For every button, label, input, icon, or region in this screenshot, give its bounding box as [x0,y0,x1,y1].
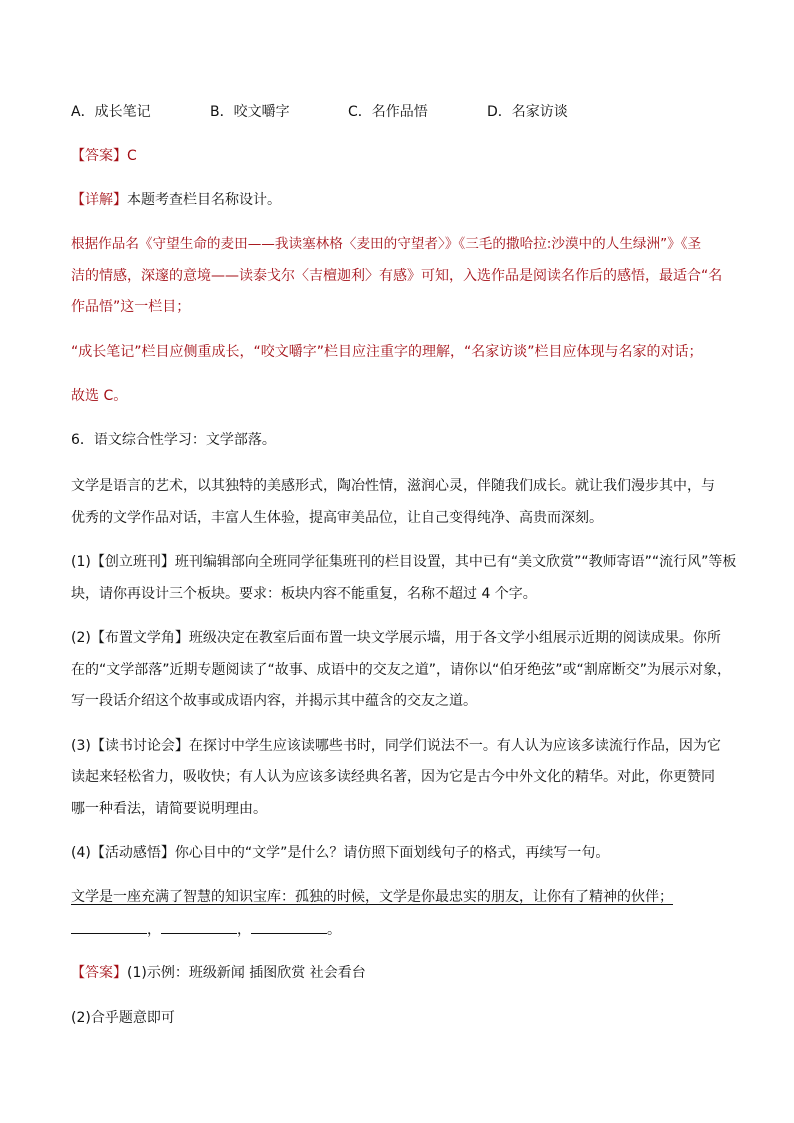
blank-line [71,919,341,940]
explanation-line-4: “成长笔记”栏目应侧重成长，“咬文嚼字”栏目应注重字的理解，“名家访谈”栏目应体现与名家的对话； [71,344,703,360]
subquestion-3-line-1: (3)【读书讨论会】在探讨中学生应该读哪些书时，同学们说法不一。有人认为应该多读流行作品，因为它 [71,738,721,754]
option-c: C．名作品悟 [348,104,428,120]
answer-blank-3 [251,919,327,934]
answer-line-1 [71,146,137,166]
explanation-line-2: 洁的情感，深邃的意境——读泰戈尔〈吉檀迦利〉有感》可知，入选作品是阅读名作后的感悟，最适合“名 [71,268,723,284]
subquestion-2-line-2: 在的“文学部落”近期专题阅读了“故事、成语中的交友之道”，请你以“伯牙绝弦”或“割席断交”为展示对象， [71,662,732,678]
question-6-title: 6．语文综合性学习：文学部落。 [71,432,276,448]
explanation-line-3: 作品悟”这一栏目； [71,299,191,315]
explanation-line-1: 根据作品名《守望生命的麦田——我读塞林格〈麦田的守望者〉》《三毛的撒哈拉:沙漠中的人生绿洲”》《圣 [71,236,702,252]
subquestion-1-line-1: (1)【创立班刊】班刊编辑部向全班同学征集班刊的栏目设置，其中已有“美文欣赏”“教师寄语”“流行风”等板 [71,554,737,570]
detail-line [71,190,281,210]
blank-comma-2: ， [237,922,251,938]
detail-tag: 【详解】 [71,192,127,208]
subquestion-4-line-1: (4)【活动感悟】你心目中的“文学”是什么？请仿照下面划线句子的格式，再续写一句。 [71,845,610,861]
answer-blank-1 [71,919,147,934]
explanation-line-5: 故选 C。 [71,388,128,404]
subquestion-2-line-1: (2)【布置文学角】班级决定在教室后面布置一块文学展示墙，用于各文学小组展示近期的阅读成果。你所 [71,630,721,646]
answer-line-2 [71,963,366,983]
blank-period: 。 [327,922,341,938]
option-b: B．咬文嚼字 [210,104,290,120]
subquestion-2-line-3: 写一段话介绍这个故事或成语内容，并揭示其中蕴含的交友之道。 [71,693,477,709]
subquestion-1-line-2: 块，请你再设计三个板块。要求：板块内容不能重复，名称不超过 4 个字。 [71,586,537,602]
option-d: D．名家访谈 [487,104,568,120]
answer-2-part-2: (2)合乎题意即可 [71,1010,175,1026]
blank-comma-1: ， [147,922,161,938]
underlined-example-sentence: 文学是一座充满了智慧的知识宝库：孤独的时候，文学是你最忠实的朋友，让你有了精神的伙伴； [71,889,673,905]
subquestion-3-line-3: 哪一种看法，请简要说明理由。 [71,801,267,817]
answer-value: C [127,148,137,164]
answer-tag-2: 【答案】 [71,965,127,981]
question-6-intro-line-1: 文学是语言的艺术，以其独特的美感形式，陶冶性情，滋润心灵，伴随我们成长。就让我们漫步其中，与 [71,478,715,494]
detail-value: 本题考查栏目名称设计。 [127,192,281,208]
question-6-intro-line-2: 优秀的文学作品对话，丰富人生体验，提高审美品位，让自己变得纯净、高贵而深刻。 [71,510,603,526]
answer-blank-2 [161,919,237,934]
subquestion-3-line-2: 读起来轻松省力，吸收快；有人认为应该多读经典名著，因为它是古今中外文化的精华。对此，你更赞同 [71,769,715,785]
options-row [71,102,671,122]
answer-2-part-1: (1)示例：班级新闻 插图欣赏 社会看台 [127,965,366,981]
option-a: A．成长笔记 [71,104,151,120]
answer-tag: 【答案】 [71,148,127,164]
